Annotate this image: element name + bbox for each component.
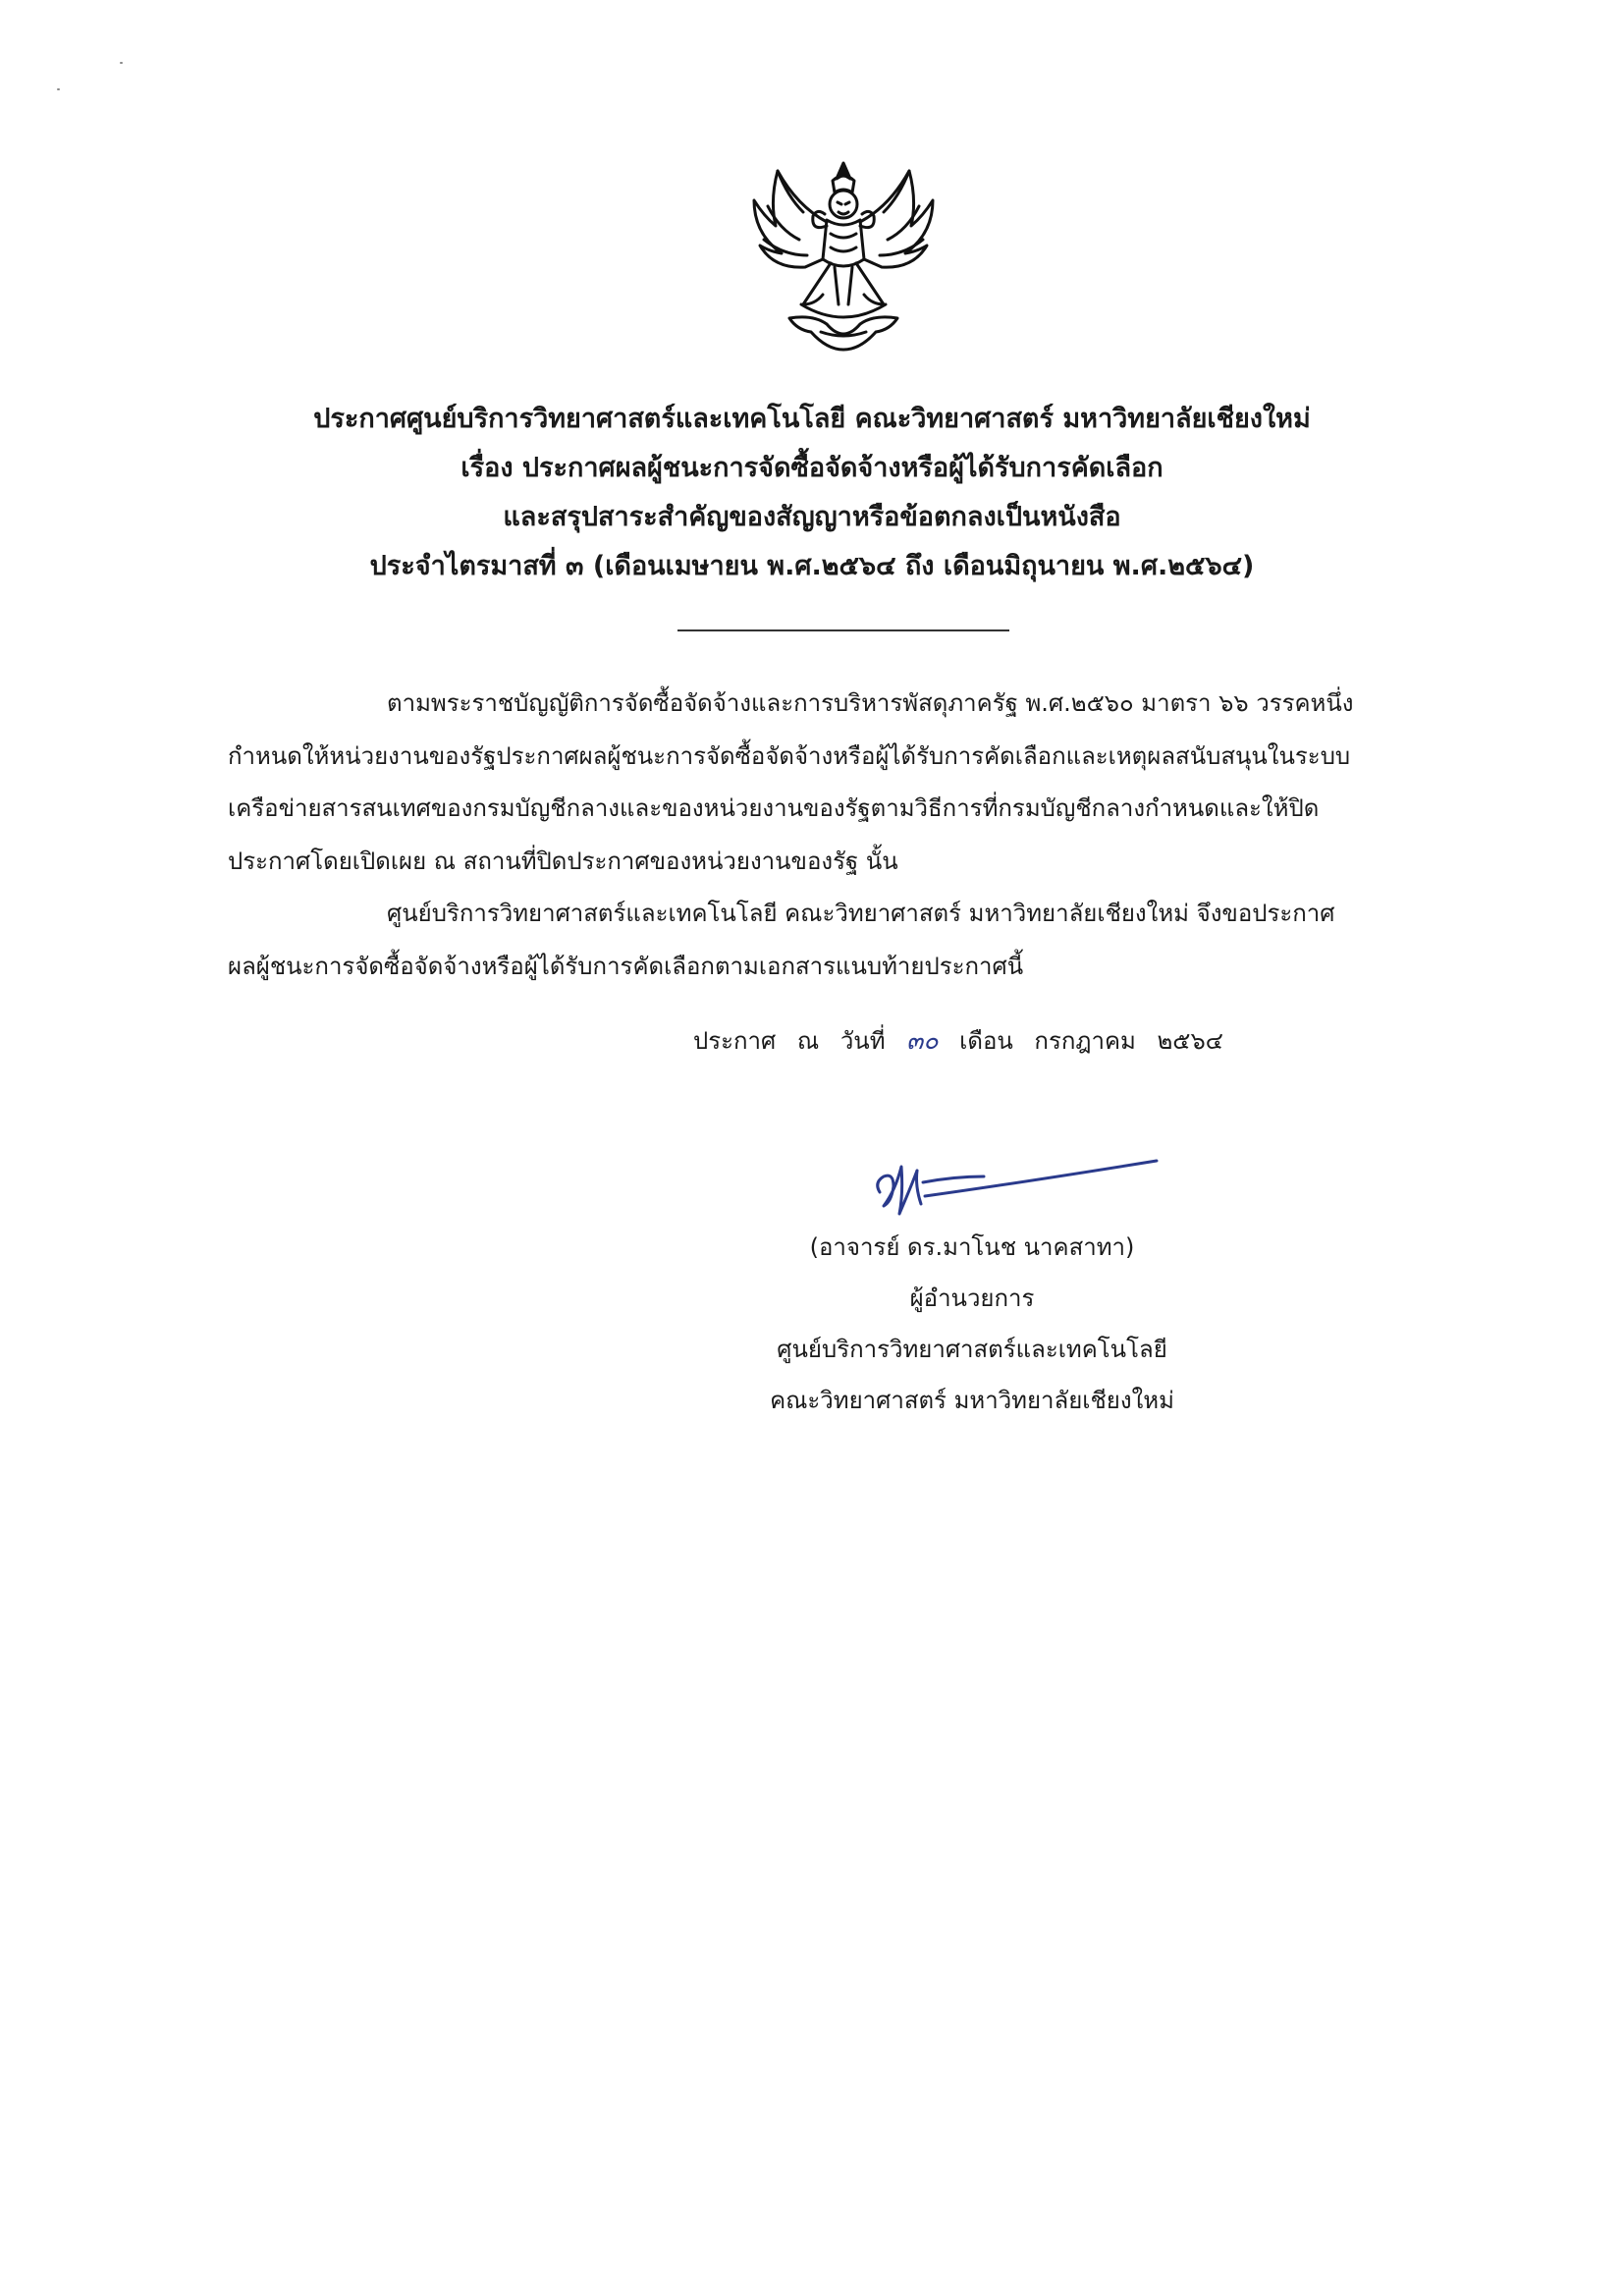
garuda-emblem-icon [742,157,945,354]
announcement-title [196,395,1428,591]
date-month-label: เดือน [959,1027,1013,1055]
paragraph-1-line: ประกาศโดยเปิดเผย ณ สถานที่ปิดประกาศของหน่วยงานของรัฐ นั้น [228,847,898,875]
title-line-1: ประกาศศูนย์บริการวิทยาศาสตร์และเทคโนโลยี คณะวิทยาศาสตร์ มหาวิทยาลัยเชียงใหม่ [313,404,1311,434]
title-line-3: และสรุปสาระสำคัญของสัญญาหรือข้อตกลงเป็นหนังสือ [503,502,1121,532]
scan-speck [57,88,60,90]
title-line-2: เรื่อง ประกาศผลผู้ชนะการจัดซื้อจัดจ้างหรือผู้ได้รับการคัดเลือก [460,453,1164,483]
title-divider [677,629,1009,631]
handwritten-signature [866,1147,1161,1218]
signatory-name: (อาจารย์ ดร.มาโนช นาคสาทา) [809,1233,1135,1261]
paragraph-1-line: เครือข่ายสารสนเทศของกรมบัญชีกลางและของหน่วยงานของรัฐตามวิธีการที่กรมบัญชีกลางกำหนดและให้ปิด [228,794,1320,822]
title-line-4: ประจำไตรมาสที่ ๓ (เดือนเมษายน พ.ศ.๒๕๖๔ ถึง เดือนมิถุนายน พ.ศ.๒๕๖๔) [369,551,1255,581]
date-day-label: วันที่ [839,1027,886,1055]
date-at: ณ [796,1027,820,1055]
paragraph-1-line: ตามพระราชบัญญัติการจัดซื้อจัดจ้างและการบริหารพัสดุภาครัฐ พ.ศ.๒๕๖๐ มาตรา ๖๖ วรรคหนึ่ง [387,689,1354,717]
date-month: กรกฎาคม [1034,1027,1136,1055]
paragraph-1-line: กำหนดให้หน่วยงานของรัฐประกาศผลผู้ชนะการจัดซื้อจัดจ้างหรือผู้ได้รับการคัดเลือกและเหตุผลสนับสนุนในระบบ [228,741,1351,770]
date-day: ๓๐ [906,1026,939,1055]
signatory-organization: ศูนย์บริการวิทยาศาสตร์และเทคโนโลยี [777,1336,1167,1363]
announcement-body [228,678,1460,993]
paragraph-2-line: ศูนย์บริการวิทยาศาสตร์และเทคโนโลยี คณะวิทยาศาสตร์ มหาวิทยาลัยเชียงใหม่ จึงขอประกาศ [387,900,1335,927]
signatory-faculty: คณะวิทยาศาสตร์ มหาวิทยาลัยเชียงใหม่ [770,1387,1174,1414]
scan-speck [120,62,123,64]
signatory-position: ผู้อำนวยการ [909,1285,1035,1312]
signatory-block [727,1222,1218,1426]
paragraph-2-line: ผลผู้ชนะการจัดซื้อจัดจ้างหรือผู้ได้รับการคัดเลือกตามเอกสารแนบท้ายประกาศนี้ [228,952,1024,980]
date-year: ๒๕๖๔ [1157,1027,1223,1055]
announcement-date [693,1021,1237,1061]
date-prefix: ประกาศ [693,1027,777,1055]
